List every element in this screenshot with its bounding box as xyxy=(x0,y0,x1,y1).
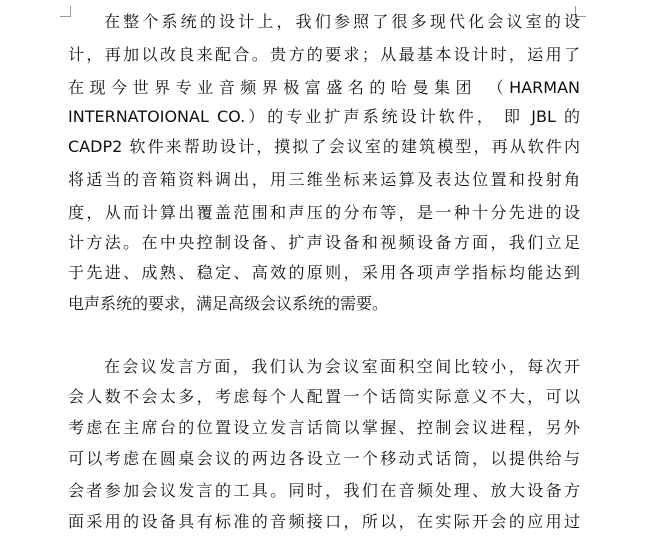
text-line: 面采用的设备具有标准的音频接口，所以，在实际开会的应用过 xyxy=(68,512,580,531)
text-line: 计，再加以改良来配合。贵方的要求；从最基本设计时，运用了 xyxy=(68,45,580,64)
text-line: 度，从而计算出覆盖范围和声压的分布等，是一种十分先进的设 xyxy=(68,203,580,222)
text-line: 在会议发言方面，我们认为会议室面积空间比较小，每次开 xyxy=(104,357,580,376)
margin-corner-mark-left xyxy=(60,6,71,17)
text-line: 电声系统的要求，满足高级会议系统的需要。 xyxy=(68,294,389,313)
text-line: INTERNATOIONAL CO.）的专业扩声系统设计软件， 即 JBL 的 xyxy=(68,107,580,126)
text-line: 于先进、成熟、稳定、高效的原则，采用各项声学指标均能达到 xyxy=(68,263,580,282)
text-line: 会者参加会议发言的工具。同时，我们在音频处理、放大设备方 xyxy=(68,481,580,500)
text-line: 在现今世界专业音频界极富盛名的哈曼集团 （HARMAN xyxy=(68,78,580,97)
text-line: 将适当的音箱资料调出，用三维坐标来运算及表达位置和投射角 xyxy=(68,170,580,189)
text-line: 会人数不会太多，考虑每个人配置一个话筒实际意义不大，可以 xyxy=(68,387,580,406)
text-line: 在整个系统的设计上，我们参照了很多现代化会议室的设 xyxy=(104,12,580,31)
text-line: 可以考虑在圆桌会议的两边各设立一个移动式话筒，以提供给与 xyxy=(68,449,580,468)
text-line: 考虑在主席台的位置设立发言话筒以掌握、控制会议进程，另外 xyxy=(68,418,580,437)
text-line: 计方法。在中央控制设备、扩声设备和视频设备方面，我们立足 xyxy=(68,233,580,252)
text-line: CADP2 软件来帮助设计，摸拟了会议室的建筑模型，再从软件内 xyxy=(68,137,580,156)
